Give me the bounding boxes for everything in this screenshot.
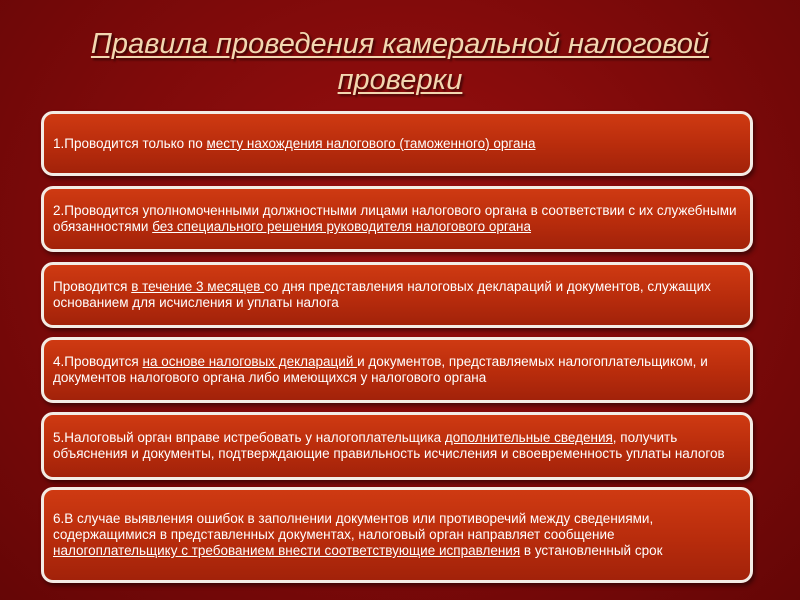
rule-2-text-start: 2.Проводится уполномоченными должностными лицами налогового органа в соответствии с их служебными обязанностями: [53, 203, 737, 234]
rule-3-emphasis: в течение 3 месяцев: [131, 279, 265, 294]
rule-box-4: [41, 337, 753, 403]
rule-1-emphasis: месту нахождения налогового (таможенного) органа: [206, 135, 536, 151]
page-title-line-2: проверки: [337, 64, 463, 96]
rule-text-6: [53, 511, 741, 559]
rule-text-3: [53, 279, 741, 311]
rule-box-5: [41, 412, 753, 480]
rule-text-1: [53, 136, 741, 152]
rule-2-emphasis: без специального решения руководителя налогового органа: [152, 219, 531, 234]
rule-3-text-end: со дня представления налоговых деклараций и документов, служащих основанием для исчисления и уплаты налога: [53, 279, 711, 310]
rule-4-text-end: и документов, представляемых налогоплательщиком, и документов налогового органа либо имеющихся у налогового органа: [53, 354, 708, 385]
rule-5-text-end: , получить объяснения и документы, подтверждающие правильность исчисления и своевременность уплаты налогов: [53, 430, 725, 461]
rule-4-text-start: 4.Проводится: [53, 354, 143, 369]
rule-box-3: [41, 262, 753, 328]
rule-text-2: [53, 203, 741, 235]
rule-3-text-start: Проводится: [53, 279, 132, 294]
rule-6-emphasis: налогоплательщику с требованием внести соответствующие исправления: [53, 543, 521, 558]
rule-box-6: [41, 487, 753, 583]
rule-5-text-start: 5.Налоговый орган вправе истребовать у налогоплательщика: [53, 430, 445, 445]
rule-box-2: [41, 186, 753, 252]
rule-4-emphasis: на основе налоговых деклараций: [142, 354, 358, 369]
rule-1-text-start: 1.Проводится только по: [53, 135, 207, 151]
rule-6-text-start: 6.В случае выявления ошибок в заполнении документов или противоречий между сведениями, содержащимися в представленных документах, налоговый орган направляет сообщение: [53, 511, 654, 542]
rule-box-1: [41, 111, 753, 176]
rule-text-5: [53, 430, 741, 462]
rule-5-emphasis: дополнительные сведения: [444, 430, 613, 445]
rule-6-text-end: в установленный срок: [520, 543, 663, 558]
page-title: [0, 26, 800, 98]
page-title-line-1: Правила проведения камеральной налоговой: [90, 28, 710, 60]
rule-text-4: [53, 354, 741, 386]
